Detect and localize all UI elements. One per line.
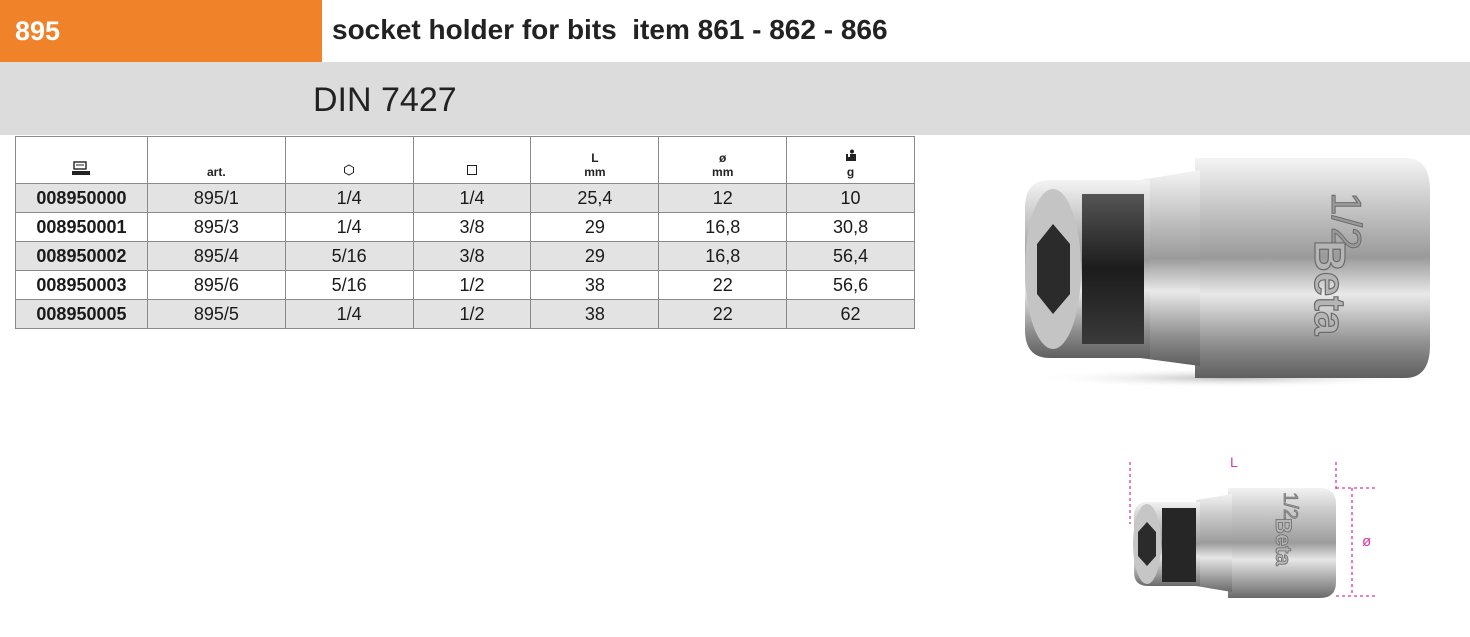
col-header-length: L mm bbox=[531, 137, 659, 184]
product-code-icon bbox=[71, 160, 91, 179]
weight-icon bbox=[845, 149, 857, 165]
col-header-weight: g bbox=[787, 137, 915, 184]
cell-length: 29 bbox=[531, 213, 659, 242]
table-row bbox=[16, 271, 915, 300]
cell-art: 895/1 bbox=[147, 184, 285, 213]
cell-square: 3/8 bbox=[413, 213, 531, 242]
table-row bbox=[16, 300, 915, 329]
cell-square: 1/4 bbox=[413, 184, 531, 213]
cell-weight: 30,8 bbox=[787, 213, 915, 242]
dimension-drawing bbox=[1120, 440, 1390, 625]
diameter-dimension-label: ø bbox=[1362, 533, 1372, 550]
table-row bbox=[16, 184, 915, 213]
cell-length: 38 bbox=[531, 300, 659, 329]
cell-weight: 10 bbox=[787, 184, 915, 213]
cell-code: 008950005 bbox=[16, 300, 148, 329]
cell-square: 1/2 bbox=[413, 300, 531, 329]
cell-code: 008950003 bbox=[16, 271, 148, 300]
cell-diameter: 16,8 bbox=[659, 213, 787, 242]
cell-hex: 5/16 bbox=[285, 271, 413, 300]
cell-hex: 1/4 bbox=[285, 213, 413, 242]
cell-diameter: 16,8 bbox=[659, 242, 787, 271]
cell-hex: 1/4 bbox=[285, 184, 413, 213]
cell-length: 25,4 bbox=[531, 184, 659, 213]
cell-square: 3/8 bbox=[413, 242, 531, 271]
length-dimension-label: L bbox=[1230, 454, 1238, 470]
cell-weight: 56,6 bbox=[787, 271, 915, 300]
cell-diameter: 22 bbox=[659, 300, 787, 329]
cell-hex: 5/16 bbox=[285, 242, 413, 271]
cell-art: 895/3 bbox=[147, 213, 285, 242]
brand-engraving: Beta bbox=[1305, 240, 1354, 336]
drawing-brand-engraving: Beta bbox=[1271, 518, 1296, 566]
cell-art: 895/6 bbox=[147, 271, 285, 300]
size-engraving: 1/2 bbox=[1323, 192, 1370, 251]
hexagon-icon bbox=[343, 164, 355, 179]
product-code-badge: 895 bbox=[0, 0, 322, 62]
col-header-code bbox=[16, 137, 148, 184]
cell-art: 895/4 bbox=[147, 242, 285, 271]
product-photo bbox=[1010, 140, 1450, 395]
drawing-size-engraving: 1/2 bbox=[1279, 492, 1301, 520]
square-drive-icon bbox=[466, 164, 478, 179]
page-title: socket holder for bits item 861 - 862 - 866 bbox=[332, 14, 888, 45]
standard-label: DIN 7427 bbox=[313, 81, 457, 119]
cell-length: 29 bbox=[531, 242, 659, 271]
cell-weight: 62 bbox=[787, 300, 915, 329]
standard-band bbox=[0, 62, 1470, 135]
col-header-hex bbox=[285, 137, 413, 184]
cell-length: 38 bbox=[531, 271, 659, 300]
table-header-row bbox=[16, 137, 915, 184]
table-row bbox=[16, 213, 915, 242]
cell-weight: 56,4 bbox=[787, 242, 915, 271]
header bbox=[0, 0, 1470, 62]
cell-diameter: 22 bbox=[659, 271, 787, 300]
cell-code: 008950002 bbox=[16, 242, 148, 271]
cell-code: 008950001 bbox=[16, 213, 148, 242]
col-header-diameter: ø mm bbox=[659, 137, 787, 184]
cell-art: 895/5 bbox=[147, 300, 285, 329]
cell-hex: 1/4 bbox=[285, 300, 413, 329]
col-header-square bbox=[413, 137, 531, 184]
cell-square: 1/2 bbox=[413, 271, 531, 300]
spec-table bbox=[15, 136, 915, 329]
table-row bbox=[16, 242, 915, 271]
col-header-art: art. bbox=[147, 137, 285, 184]
cell-code: 008950000 bbox=[16, 184, 148, 213]
cell-diameter: 12 bbox=[659, 184, 787, 213]
